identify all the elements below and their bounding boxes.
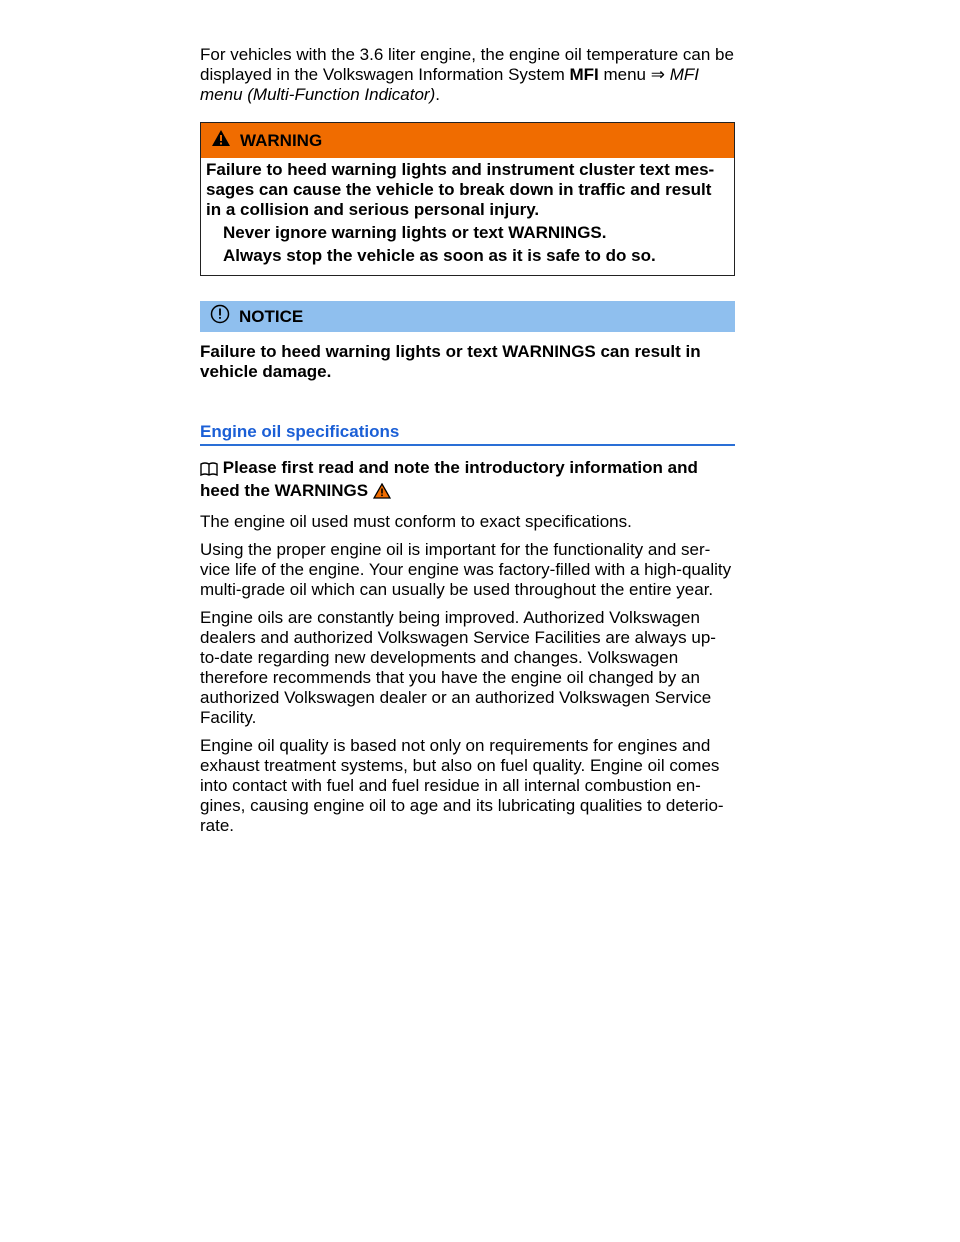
warning-triangle-icon[interactable]: [373, 483, 391, 504]
notice-title: NOTICE: [239, 306, 304, 326]
page-content: [200, 45, 735, 844]
intro-menu-text: menu ⇒: [598, 65, 670, 84]
warning-item: Always stop the vehicle as soon as it is safe to do so.: [223, 246, 656, 265]
body-paragraph: Engine oil quality is based not only on requirements for engines and exhaust treatment systems, but also on fuel quality. Engine oil comes into contact with fuel and fuel residue in all internal combustion en-gines, causing engine oil to age and its lubricating qualities to deterio-rate.: [200, 736, 724, 835]
body-paragraph: Using the proper engine oil is important for the functionality and ser-vice life of the engine. Your engine was factory-filled with a high-quality multi-grade oil which can usually be used throughout the entire year.: [200, 540, 732, 599]
intro-end: .: [435, 85, 440, 104]
open-book-icon: [200, 461, 218, 481]
warning-item: Never ignore warning lights or text WARNINGS.: [223, 223, 607, 242]
warning-lead: Failure to heed warning lights and instrument cluster text mes-sages can cause the vehicle to break down in traffic and result in a collision and serious personal injury.: [206, 160, 715, 219]
read-note: [200, 458, 735, 504]
intro-text: For vehicles with the 3.6 liter engine, the engine oil temperature can be displayed in the Volkswagen Information System: [200, 45, 734, 84]
warning-title: WARNING: [240, 130, 323, 150]
body-paragraph: Engine oils are constantly being improved. Authorized Volkswagen dealers and authorized Volkswagen Service Facilities are always up-to-date regarding new developments and changes. Volkswagen therefore recommends that you have the engine oil changed by an authorized Volkswagen dealer or an authorized Volkswagen Service Facility.: [200, 608, 716, 727]
warning-body: [201, 158, 734, 275]
mfi-menu-link[interactable]: MFI menu (Multi-Function Indicator): [200, 65, 699, 104]
exclamation-circle-icon: [210, 304, 230, 329]
read-note-text: Please first read and note the introductory information and heed the WARNINGS: [200, 458, 698, 500]
body-paragraph: The engine oil used must conform to exact specifications.: [200, 512, 632, 531]
warning-triangle-icon: [211, 129, 231, 152]
warning-box: [200, 122, 735, 276]
warning-header: [201, 123, 734, 158]
section-heading: Engine oil specifications: [200, 422, 735, 446]
mfi-label: MFI: [569, 65, 599, 84]
notice-text: Failure to heed warning lights or text WARNINGS can result in vehicle damage.: [200, 342, 701, 381]
intro-paragraph: [200, 45, 735, 105]
notice-header: [200, 301, 735, 332]
